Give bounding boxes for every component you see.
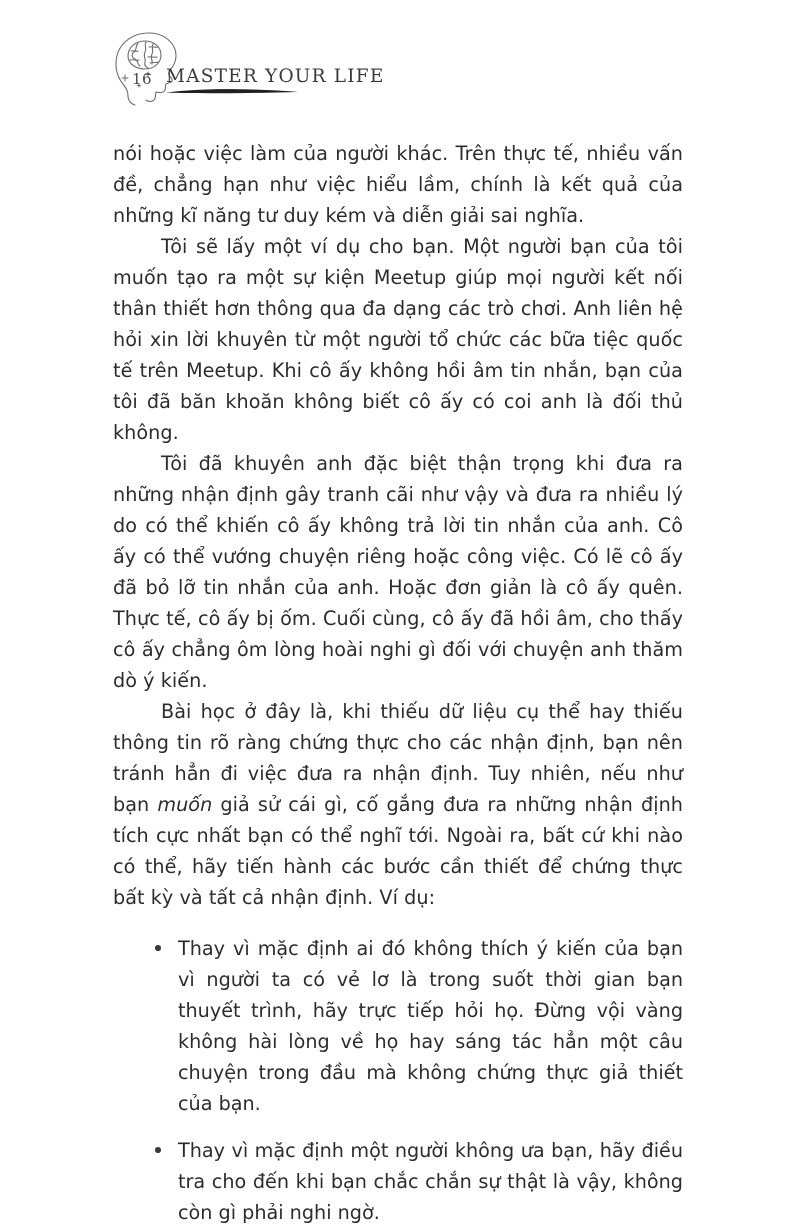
list-item-text: Thay vì mặc định ai đó không thích ý kiến của bạn vì người ta có vẻ lơ là trong suốt thời gian bạn thuyết trình, hãy trực tiếp hỏi họ. Đừng vội vàng không hài lòng về họ hay sáng tác hẳn một câu chuyện trong đầu mà không chứng thực giả thiết của bạn. bbox=[178, 937, 683, 1115]
examples-list-block bbox=[113, 933, 683, 1228]
paragraph: Tôi đã khuyên anh đặc biệt thận trọng khi đưa ra những nhận định gây tranh cãi như vậy và đưa ra nhiều lý do có thể khiến cô ấy không trả lời tin nhắn của anh. Cô ấy có thể vướng chuyện riêng hoặc công việc. Có lẽ cô ấy đã bỏ lỡ tin nhắn của anh. Hoặc đơn giản là cô ấy quên. Thực tế, cô ấy bị ốm. Cuối cùng, cô ấy đã hồi âm, cho thấy cô ấy chẳng ôm lòng hoài nghi gì đối với chuyện anh thăm dò ý kiến. bbox=[113, 452, 683, 692]
page-number: 16 bbox=[131, 70, 153, 88]
list-item bbox=[113, 933, 683, 1119]
bullet-dot-icon bbox=[155, 1147, 161, 1153]
paragraph-text-after-emphasis: giả sử cái gì, cố gắng đưa ra những nhận định tích cực nhất bạn có thể nghĩ tới. Ngoài ra, bất cứ khi nào có thể, hãy tiến hành các bước cần thiết để chứng thực bất kỳ và tất cả nhận định. Ví dụ: bbox=[113, 793, 683, 909]
paragraph: Tôi sẽ lấy một ví dụ cho bạn. Một người bạn của tôi muốn tạo ra một sự kiện Meetup giúp mọi người kết nối thân thiết hơn thông qua đa dạng các trò chơi. Anh liên hệ hỏi xin lời khuyên từ một người tổ chức các bữa tiệc quốc tế trên Meetup. Khi cô ấy không hồi âm tin nhắn, bạn của tôi đã băn khoăn không biết cô ấy có coi anh là đối thủ không. bbox=[113, 235, 683, 444]
paragraph-with-emphasis bbox=[113, 696, 683, 913]
title-underline-swash bbox=[166, 88, 298, 95]
book-title: MASTER YOUR LIFE bbox=[166, 66, 385, 87]
bullet-list bbox=[113, 933, 683, 1228]
running-head bbox=[166, 66, 426, 95]
paragraph: nói hoặc việc làm của người khác. Trên thực tế, nhiều vấn đề, chẳng hạn như việc hiểu lầm, chính là kết quả của những kĩ năng tư duy kém và diễn giải sai nghĩa. bbox=[113, 142, 683, 227]
list-item bbox=[113, 1135, 683, 1228]
page-header bbox=[108, 28, 688, 110]
paragraph-text-before-emphasis: Bài học ở đây là, khi thiếu dữ liệu cụ thể hay thiếu thông tin rõ ràng chứng thực cho các nhận định, bạn nên tránh hẳn đi việc đưa ra nhận định. Tuy nhiên, nếu như bạn bbox=[113, 700, 683, 816]
bullet-dot-icon bbox=[155, 945, 161, 951]
emphasized-word: muốn bbox=[157, 793, 213, 816]
page-body bbox=[113, 138, 683, 1228]
list-item-text: Thay vì mặc định một người không ưa bạn, hãy điều tra cho đến khi bạn chắc chắn sự thật là vậy, không còn gì phải nghi ngờ. bbox=[178, 1139, 683, 1224]
